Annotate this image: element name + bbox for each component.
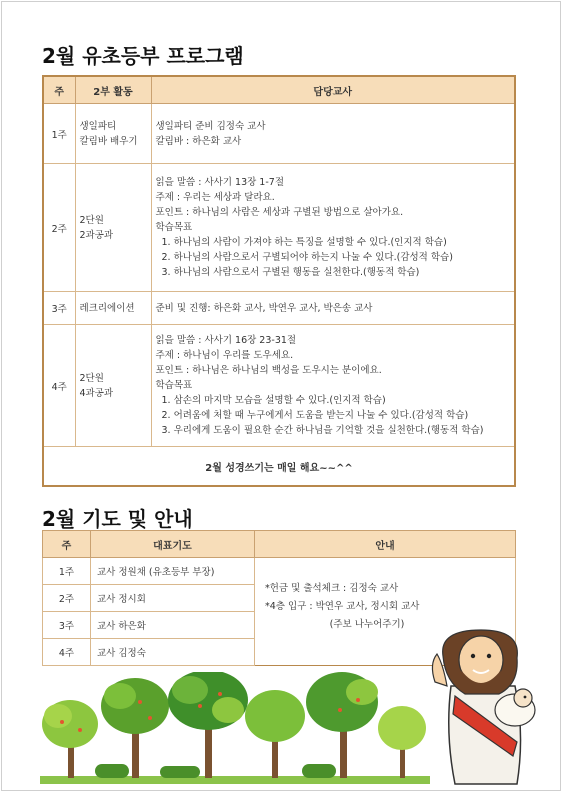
program-table	[42, 75, 516, 487]
activity-line: 4과공과	[79, 387, 114, 399]
notice-line: *4층 입구 : 박연우 교사, 정시회 교사	[265, 601, 420, 612]
goal-line: 2. 어려움에 처할 때 누구에게서 도움을 받는지 나눌 수 있다.(감성적 학습)	[161, 410, 469, 421]
prayer-header-row	[43, 531, 516, 558]
goal-line: 1. 삼손의 마지막 모습을 설명할 수 있다.(인지적 학습)	[161, 395, 386, 406]
header-prayer: 대표기도	[91, 531, 255, 558]
table-row	[43, 104, 515, 164]
week-cell: 4주	[43, 639, 91, 666]
week-cell: 1주	[43, 104, 75, 164]
program-title: 2월 유초등부 프로그램	[42, 44, 244, 68]
detail-cell	[151, 325, 515, 447]
goal-line: 3. 하나님의 사람으로서 구별된 행동을 실천한다.(행동적 학습)	[161, 267, 420, 278]
header-week: 주	[43, 531, 91, 558]
activity-line: 2과공과	[79, 229, 114, 241]
detail-line: 포인트 : 하나님은 하나님의 백성을 도우시는 분이에요.	[155, 365, 382, 376]
detail-line: 포인트 : 하나님의 사람은 세상과 구별된 방법으로 살아가요.	[155, 207, 404, 218]
detail-line: 학습목표	[155, 380, 193, 391]
prayer-name-cell: 교사 하은화	[91, 612, 255, 639]
detail-line: 읽을 말씀 : 사사기 16장 23-31절	[155, 335, 297, 346]
week-cell: 2주	[43, 585, 91, 612]
jesus-with-lamb-icon	[425, 624, 541, 786]
goal-line: 3. 우리에게 도움이 필요한 순간 하나님을 기억할 것을 실천한다.(행동적 학습)	[161, 425, 484, 436]
prayer-name-cell: 교사 정시회	[91, 585, 255, 612]
week-cell: 2주	[43, 164, 75, 292]
detail-line: 읽을 말씀 : 사사기 13장 1-7절	[155, 177, 284, 188]
notice-line: *헌금 및 출석체크 : 김정숙 교사	[265, 583, 399, 594]
bible-writing-note: 2월 성경쓰기는 매일 해요~~^^	[43, 447, 515, 487]
goal-line: 1. 하나님의 사람이 가져야 하는 특징을 설명할 수 있다.(인지적 학습)	[161, 237, 447, 248]
activity-line: 생일파티	[79, 120, 117, 132]
table-row	[43, 164, 515, 292]
week-cell: 3주	[43, 612, 91, 639]
prayer-title: 2월 기도 및 안내	[42, 507, 193, 531]
detail-line: 주제 : 우리는 세상과 달라요.	[155, 192, 275, 203]
program-header-row	[43, 76, 515, 104]
activity-line: 2단원	[79, 372, 104, 384]
prayer-name-cell: 교사 김정숙	[91, 639, 255, 666]
detail-cell	[151, 104, 515, 164]
activity-line: 2단원	[79, 214, 104, 226]
detail-cell	[151, 164, 515, 292]
table-row	[43, 558, 516, 585]
table-row	[43, 325, 515, 447]
table-row	[43, 292, 515, 325]
prayer-name-cell: 교사 정원채 (유초등부 부장)	[91, 558, 255, 585]
detail-line: 생일파티 준비 김정숙 교사	[155, 120, 266, 132]
activity-cell	[75, 325, 151, 447]
header-week: 주	[43, 76, 75, 104]
notice-line: (주보 나누어주기)	[329, 619, 405, 630]
tree-illustration-icon	[40, 672, 430, 784]
detail-line: 칼림바 : 하은화 교사	[155, 135, 242, 147]
detail-line: 주제 : 하나님이 우리를 도우세요.	[155, 350, 294, 361]
activity-cell	[75, 292, 151, 325]
detail-cell	[151, 292, 515, 325]
week-cell: 3주	[43, 292, 75, 325]
detail-line: 학습목표	[155, 222, 193, 233]
activity-cell	[75, 164, 151, 292]
week-cell: 4주	[43, 325, 75, 447]
header-teacher: 담당교사	[151, 76, 515, 104]
activity-cell	[75, 104, 151, 164]
footer-row	[43, 447, 515, 487]
detail-line: 준비 및 진행: 하은화 교사, 박연우 교사, 박은송 교사	[155, 302, 373, 314]
goal-line: 2. 하나님의 사람으로서 구별되어야 하는지 나눌 수 있다.(감성적 학습)	[161, 252, 453, 263]
header-notice: 안내	[255, 531, 516, 558]
header-activity: 2부 활동	[75, 76, 151, 104]
activity-line: 칼림바 배우기	[79, 135, 138, 147]
week-cell: 1주	[43, 558, 91, 585]
activity-line: 레크리에이션	[79, 302, 135, 314]
